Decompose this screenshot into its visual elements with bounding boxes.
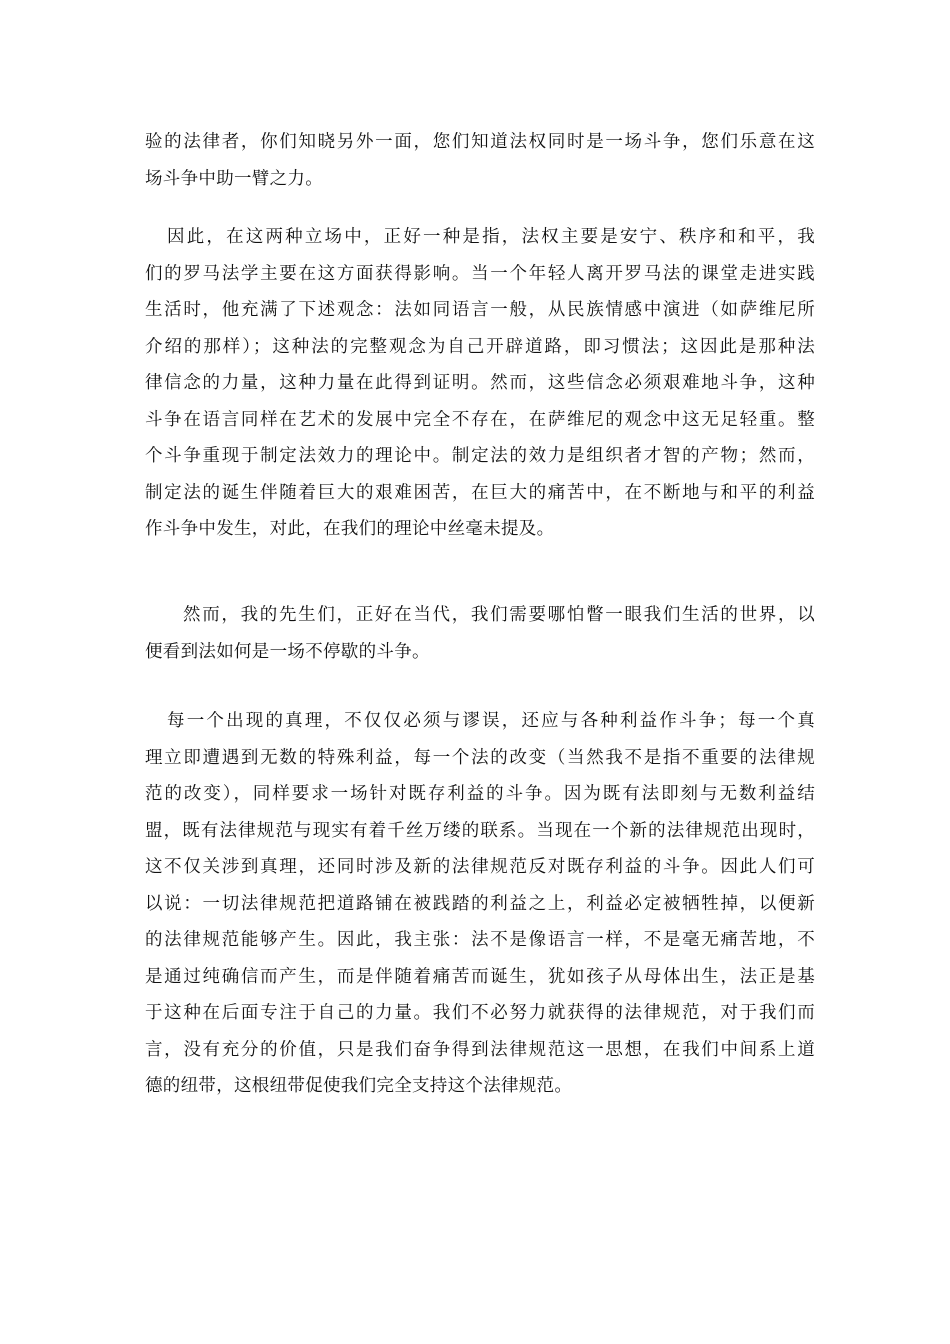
text-line: 德的纽带，这根纽带促使我们完全支持这个法律规范。 xyxy=(145,1076,573,1096)
paragraph-1 xyxy=(145,124,815,197)
paragraph-4 xyxy=(145,703,815,1105)
text-line: 便看到法如何是一场不停歇的斗争。 xyxy=(145,641,430,662)
text-line: 于这种在后面专注于自己的力量。我们不必努力就获得的法律规范，对于我们而 xyxy=(145,1003,815,1023)
text-line: 以说：一切法律规范把道路铺在被践踏的利益之上，利益必定被牺牲掉，以便新 xyxy=(145,893,815,914)
text-line: 理立即遭遇到无数的特殊利益，每一个法的改变（当然我不是指不重要的法律规 xyxy=(145,747,815,768)
text-line: 范的改变），同样要求一场针对既存利益的斗争。因为既有法即刻与无数利益结 xyxy=(145,784,815,804)
text-line: 个斗争重现于制定法效力的理论中。制定法的效力是组织者才智的产物；然而， xyxy=(145,446,815,466)
text-line: 斗争在语言同样在艺术的发展中完全不存在，在萨维尼的观念中这无足轻重。整 xyxy=(145,409,815,430)
text-line: 每一个出现的真理，不仅仅必须与谬误，还应与各种利益作斗争；每一个真 xyxy=(167,711,815,731)
paragraph-3 xyxy=(145,597,815,670)
text-line: 作斗争中发生，对此，在我们的理论中丝毫未提及。 xyxy=(145,519,555,539)
text-line: 介绍的那样）；这种法的完整观念为自己开辟道路，即习惯法；这因此是那种法 xyxy=(145,336,815,357)
text-line: 们的罗马法学主要在这方面获得影响。当一个年轻人离开罗马法的课堂走进实践 xyxy=(145,263,815,284)
text-line: 这不仅关涉到真理，还同时涉及新的法律规范反对既存利益的斗争。因此人们可 xyxy=(145,857,815,877)
text-line: 场斗争中助一臂之力。 xyxy=(145,168,323,189)
paragraph-2 xyxy=(145,219,815,548)
text-line: 盟，既有法律规范与现实有着千丝万缕的联系。当现在一个新的法律规范出现时， xyxy=(145,820,815,841)
text-line: 生活时，他充满了下述观念：法如同语言一般，从民族情感中演进（如萨维尼所 xyxy=(145,300,815,320)
text-line: 是通过纯确信而产生，而是伴随着痛苦而诞生，犹如孩子从母体出生，法正是基 xyxy=(145,966,815,987)
text-line: 言，没有充分的价值，只是我们奋争得到法律规范这一思想，在我们中间系上道 xyxy=(145,1039,815,1060)
text-line: 因此，在这两种立场中，正好一种是指，法权主要是安宁、秩序和和平，我 xyxy=(167,227,815,247)
text-line: 律信念的力量，这种力量在此得到证明。然而，这些信念必须艰难地斗争，这种 xyxy=(145,373,815,393)
text-line: 制定法的诞生伴随着巨大的艰难困苦，在巨大的痛苦中，在不断地与和平的利益 xyxy=(145,482,815,503)
text-line: 验的法律者，你们知晓另外一面，您们知道法权同时是一场斗争，您们乐意在这 xyxy=(145,132,815,152)
text-line: 的法律规范能够产生。因此，我主张：法不是像语言一样，不是毫无痛苦地，不 xyxy=(145,930,815,950)
text-line: 然而，我的先生们，正好在当代，我们需要哪怕瞥一眼我们生活的世界，以 xyxy=(183,605,815,625)
